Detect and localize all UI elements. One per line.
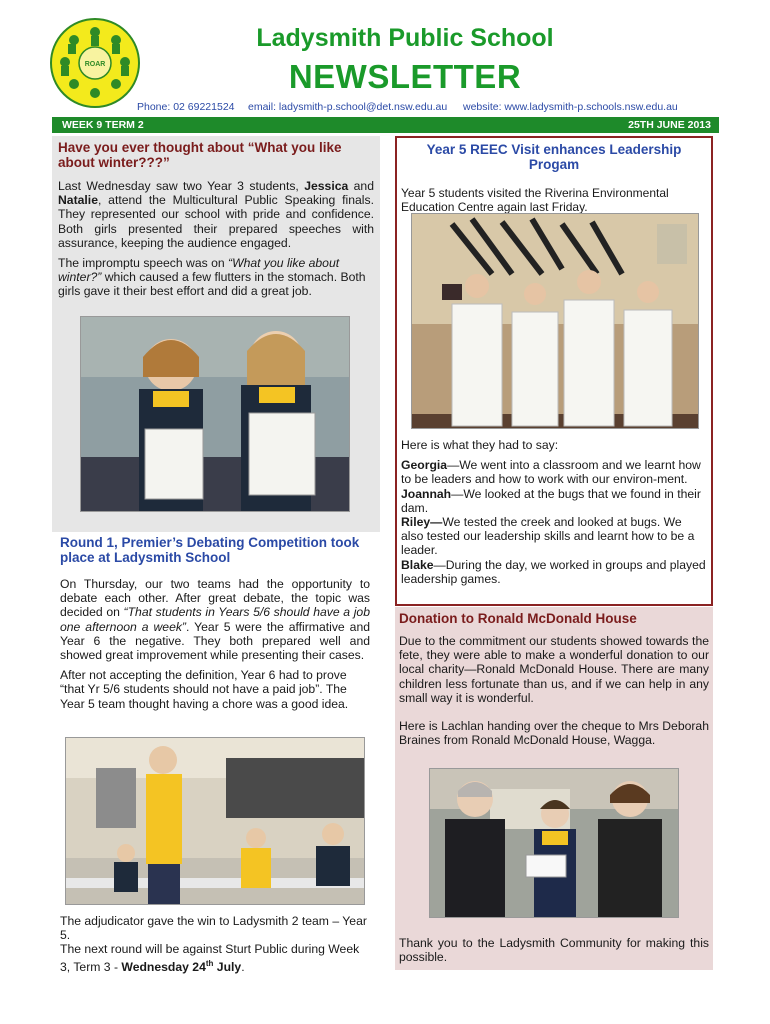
winter-paragraph-2: The impromptu speech was on “What you like about winter?” which caused a few flutters in the stomach. Both girls gave it their best effort and did a great job. (58, 256, 366, 299)
school-name: Ladysmith Public School (256, 24, 554, 52)
debate-article (60, 535, 370, 711)
debate-paragraph-3: The adjudicator gave the win to Ladysmith 2 team – Year 5. (60, 914, 367, 943)
reec-quote-joannah: Joannah—We looked at the bugs that we found in their dam. (401, 486, 701, 515)
reec-intro: Year 5 students visited the Riverina Environmental Education Centre again last Friday. (401, 186, 669, 215)
winter-paragraph-1: Last Wednesday saw two Year 3 students, Jessica and Natalie, attend the Multicultural Public Speaking finals. They represented our school with pride and confidence. Both girls presented their prepared speeches with assurance, keeping the audience engaged. (58, 179, 374, 250)
issue-date: 25TH JUNE 2013 (628, 119, 711, 131)
debate-paragraph-2: After not accepting the definition, Year 6 had to prove “that Yr 5/6 students should not have a paid job”. The Year 5 team thought having a chore was a good idea. (60, 668, 349, 711)
donation-paragraph-2: Here is Lachlan handing over the cheque to Mrs Deborah Braines from Ronald McDonald House, Wagga. (399, 719, 709, 748)
debate-result (60, 914, 370, 974)
reec-heading: Year 5 REEC Visit enhances Leadership Progam (426, 142, 682, 172)
donation-thanks: Thank you to the Ladysmith Community for making this possible. (399, 936, 709, 965)
reec-quote-blake: Blake—During the day, we worked in groups and played leadership games. (401, 557, 706, 586)
debate-heading: Round 1, Premier’s Debating Competition took place at Ladysmith School (60, 535, 360, 565)
donation-photo (429, 768, 679, 918)
donation-heading: Donation to Ronald McDonald House (399, 611, 637, 626)
winter-heading: Have you ever thought about “What you like about winter???” (58, 140, 342, 170)
website-address: website: www.ladysmith-p.schools.nsw.edu.au (463, 101, 678, 113)
debate-paragraph-4: The next round will be against Sturt Public during Week 3, Term 3 - Wednesday 24th July. (60, 942, 360, 974)
email-address: email: ladysmith-p.school@det.nsw.edu.au (248, 101, 448, 113)
reec-say: Here is what they had to say: (401, 438, 559, 452)
reec-photo (411, 213, 699, 429)
reec-quote-riley: Riley—We tested the creek and looked at bugs. We also tested our leadership skills and learnt how to be a leader. (401, 515, 695, 558)
donation-paragraph-1: Due to the commitment our students showed towards the fete, they were able to make a wonderful donation to our local charity—Ronald McDonald House. There are many children less fortunate than us, and if we can help in any small way it is wonderful. (399, 634, 709, 705)
svg-text:ROAR: ROAR (84, 61, 106, 68)
debate-photo (65, 737, 365, 905)
newsletter-title: NEWSLETTER (288, 58, 522, 95)
school-logo (50, 18, 140, 108)
reec-article (395, 136, 713, 606)
phone-number: Phone: 02 69221524 (137, 101, 235, 113)
speaking-finals-photo (80, 316, 350, 512)
donation-article (395, 607, 713, 970)
week-term: WEEK 9 TERM 2 (62, 119, 144, 131)
debate-paragraph-1: On Thursday, our two teams had the opportunity to debate each other. After great debate, the topic was decided on “That students in Years 5/6 should have a job one afternoon a week”. Year 5 were the affirmative and Year 6 the negative. They both prepared well and showed great improvement while presenting their cases. (60, 577, 370, 663)
winter-article (52, 136, 380, 532)
issue-bar (52, 117, 719, 133)
reec-quote-georgia: Georgia—We went into a classroom and we learnt how to be leaders and how to work with our environ-ment. (401, 458, 701, 487)
